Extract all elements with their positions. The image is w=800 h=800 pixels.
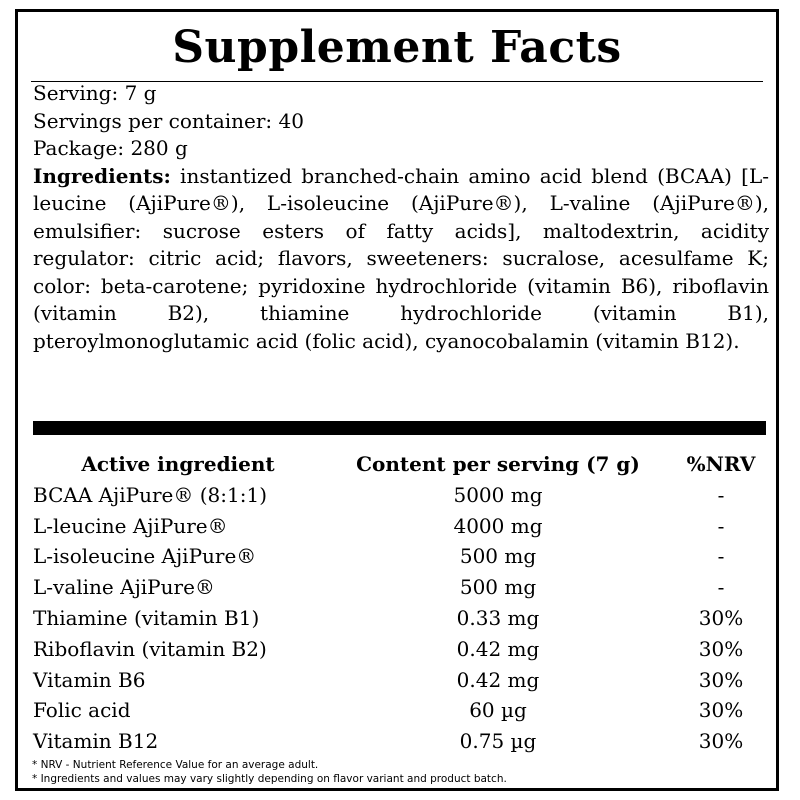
table-row xyxy=(33,665,769,696)
ingredient-content: 5000 mg xyxy=(453,482,543,507)
ingredient-name: L-valine AjiPure® xyxy=(33,575,215,600)
ingredient-nrv: 30% xyxy=(698,729,744,754)
table-row xyxy=(33,634,769,665)
ingredient-nrv: - xyxy=(717,544,725,569)
servings-per-container: Servings per container: 40 xyxy=(33,108,304,133)
ingredients-paragraph xyxy=(33,163,769,356)
ingredient-name: Riboflavin (vitamin B2) xyxy=(33,636,267,661)
header-content-per-serving: Content per serving (7 g) xyxy=(356,452,640,476)
package-size: Package: 280 g xyxy=(33,136,188,160)
ingredient-nrv: 30% xyxy=(698,698,744,723)
footnotes xyxy=(32,758,772,786)
footnote-variation: * Ingredients and values may vary slightly depending on flavor variant and product batch. xyxy=(32,773,507,785)
ingredient-nrv: - xyxy=(717,513,725,538)
header-nrv: %NRV xyxy=(686,452,756,476)
ingredient-name: Vitamin B12 xyxy=(33,729,159,754)
ingredients-label: Ingredients: xyxy=(33,163,171,188)
section-divider-thick xyxy=(33,421,766,435)
ingredient-name: L-leucine AjiPure® xyxy=(33,513,228,538)
footnote-nrv: * NRV - Nutrient Reference Value for an average adult. xyxy=(32,759,319,771)
ingredient-nrv: 30% xyxy=(698,605,744,630)
ingredient-nrv: - xyxy=(717,482,725,507)
table-row xyxy=(33,572,769,603)
header-active-ingredient: Active ingredient xyxy=(81,452,275,476)
table-row xyxy=(33,511,769,542)
ingredient-content: 0.75 µg xyxy=(459,729,537,754)
ingredient-name: Folic acid xyxy=(33,698,131,723)
ingredient-name: L-isoleucine AjiPure® xyxy=(33,544,257,569)
ingredient-content: 0.42 mg xyxy=(456,636,540,661)
ingredient-content: 0.33 mg xyxy=(456,605,540,630)
ingredient-nrv: - xyxy=(717,575,725,600)
table-row xyxy=(33,695,769,726)
ingredient-name: BCAA AjiPure® (8:1:1) xyxy=(33,482,268,507)
ingredient-nrv: 30% xyxy=(698,667,744,692)
table-row xyxy=(33,541,769,572)
ingredient-content: 500 mg xyxy=(459,544,537,569)
ingredient-name: Vitamin B6 xyxy=(33,667,146,692)
facts-table xyxy=(33,449,769,757)
table-header-row xyxy=(33,449,769,480)
ingredient-content: 0.42 mg xyxy=(456,667,540,692)
ingredient-content: 4000 mg xyxy=(453,513,543,538)
ingredient-name: Thiamine (vitamin B1) xyxy=(33,605,260,630)
ingredients-text: instantized branched-chain amino acid blend (BCAA) [L-leucine (AjiPure®), L-isoleucine (AjiPure®), L-valine (AjiPure®), emulsifier: sucrose esters of fatty acids], maltodextrin, acidity regulator: citric acid; flavors, sweeteners: sucralose, acesulfame K; color: beta-carotene; pyridoxine hydrochloride (vitamin B6), riboflavin (vitamin B2), thiamine hydrochloride (vitamin B1), pteroylmonoglutamic acid (folic acid), cyanocobalamin (vitamin B12). xyxy=(33,163,769,353)
ingredient-content: 500 mg xyxy=(459,575,537,600)
supplement-facts-panel xyxy=(15,9,779,791)
ingredient-content: 60 µg xyxy=(469,698,527,723)
table-row xyxy=(33,480,769,511)
table-row xyxy=(33,603,769,634)
table-row xyxy=(33,726,769,757)
ingredient-nrv: 30% xyxy=(698,636,744,661)
serving-size: Serving: 7 g xyxy=(33,81,157,105)
serving-info xyxy=(33,80,769,355)
panel-title: Supplement Facts xyxy=(172,22,622,73)
